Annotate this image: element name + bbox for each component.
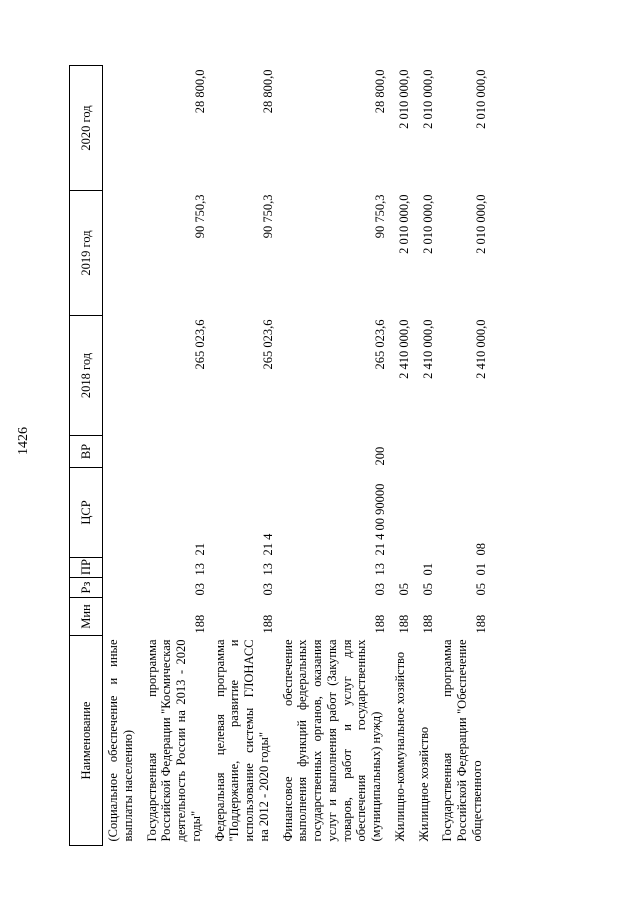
row-rz: 05 [420, 583, 435, 596]
row-min [103, 598, 142, 636]
row-rz [103, 578, 142, 598]
row-2020: 2 010 000,0 [473, 69, 488, 129]
table-row [103, 66, 142, 846]
row-csr: 08 [473, 543, 488, 556]
row-2019: 90 750,3 [373, 194, 387, 239]
page-number: 1426 [16, 427, 31, 455]
row-csr [414, 468, 438, 558]
row-min: 188 [396, 614, 411, 634]
table-row [414, 66, 438, 846]
row-name: Федеральная целевая программа "Поддержание, развитие и использование системы ГЛОНАСС на 2012 - 2020 годы" [212, 639, 271, 842]
table-row [278, 66, 390, 846]
row-vr [437, 436, 490, 468]
row-pr [103, 558, 142, 578]
row-2018: 2 410 000,0 [396, 319, 411, 379]
row-rz: 05 [473, 583, 488, 596]
row-pr: 01 [420, 563, 435, 576]
row-name: (Социальное обеспечение и иные выплаты населению) [106, 639, 135, 842]
header-rz: Рз [70, 578, 103, 598]
row-vr [414, 436, 438, 468]
header-name: Наименование [70, 636, 103, 846]
row-2018 [103, 316, 142, 436]
header-vr: ВР [70, 436, 103, 468]
row-2020: 2 010 000,0 [396, 69, 411, 129]
row-2018: 265 023,6 [373, 319, 387, 370]
row-2018: 2 410 000,0 [420, 319, 435, 379]
header-2018: 2018 год [70, 316, 103, 436]
row-2019: 2 010 000,0 [420, 194, 435, 254]
row-pr: 01 [473, 563, 488, 576]
row-min: 188 [260, 614, 275, 634]
table-row [390, 66, 414, 846]
header-min: Мин [70, 598, 103, 636]
table-header-row [70, 66, 103, 846]
header-csr: ЦСР [70, 468, 103, 558]
budget-table [69, 65, 491, 846]
row-2018: 2 410 000,0 [473, 319, 488, 379]
row-csr [390, 468, 414, 558]
row-name: Государственная программа Российской Федерации "Обеспечение общественного [440, 639, 484, 842]
row-rz: 03 [192, 583, 207, 596]
row-min: 188 [192, 614, 207, 634]
row-name: Государственная программа Российской Федерации "Космическая деятельность России на 2013 - 2020 годы" [144, 639, 203, 842]
row-vr [142, 436, 210, 468]
row-2018: 265 023,6 [260, 319, 275, 370]
row-2019: 90 750,3 [260, 194, 275, 239]
table-row [437, 66, 490, 846]
row-2020: 28 800,0 [192, 69, 207, 114]
row-pr: 13 [260, 563, 275, 576]
table-row [210, 66, 278, 846]
row-min: 188 [373, 614, 387, 634]
row-pr [390, 558, 414, 578]
row-name: Финансовое обеспечение выполнения функций федеральных государственных органов, оказания услуг и выполнения работ (Закупка товаров, работ и услуг для обеспечения государственных (муниципальных) нужд) [280, 639, 383, 842]
row-min: 188 [473, 614, 488, 634]
row-vr [390, 436, 414, 468]
row-pr: 13 [373, 563, 387, 576]
row-rz: 05 [396, 583, 411, 596]
row-2019: 2 010 000,0 [396, 194, 411, 254]
row-pr: 13 [192, 563, 207, 576]
row-csr [103, 468, 142, 558]
row-2020: 28 800,0 [260, 69, 275, 114]
row-csr: 21 4 00 90000 [373, 483, 387, 556]
row-name: Жилищно-коммунальное хозяйство [392, 651, 407, 842]
header-2019: 2019 год [70, 191, 103, 316]
row-2020: 2 010 000,0 [420, 69, 435, 129]
row-name: Жилищное хозяйство [416, 726, 431, 842]
row-2020 [103, 66, 142, 191]
table-row [142, 66, 210, 846]
row-vr [103, 436, 142, 468]
row-2019: 90 750,3 [192, 194, 207, 239]
row-2020: 28 800,0 [373, 69, 387, 114]
row-vr [210, 436, 278, 468]
header-2020: 2020 год [70, 66, 103, 191]
row-rz: 03 [373, 583, 387, 596]
header-pr: ПР [70, 558, 103, 578]
row-min: 188 [420, 614, 435, 634]
row-csr: 21 [192, 543, 207, 556]
row-csr: 21 4 [260, 533, 275, 556]
budget-table-landscape [69, 66, 614, 846]
row-2019: 2 010 000,0 [473, 194, 488, 254]
row-2019 [103, 191, 142, 316]
row-rz: 03 [260, 583, 275, 596]
row-vr: 200 [373, 446, 387, 466]
row-2018: 265 023,6 [192, 319, 207, 370]
